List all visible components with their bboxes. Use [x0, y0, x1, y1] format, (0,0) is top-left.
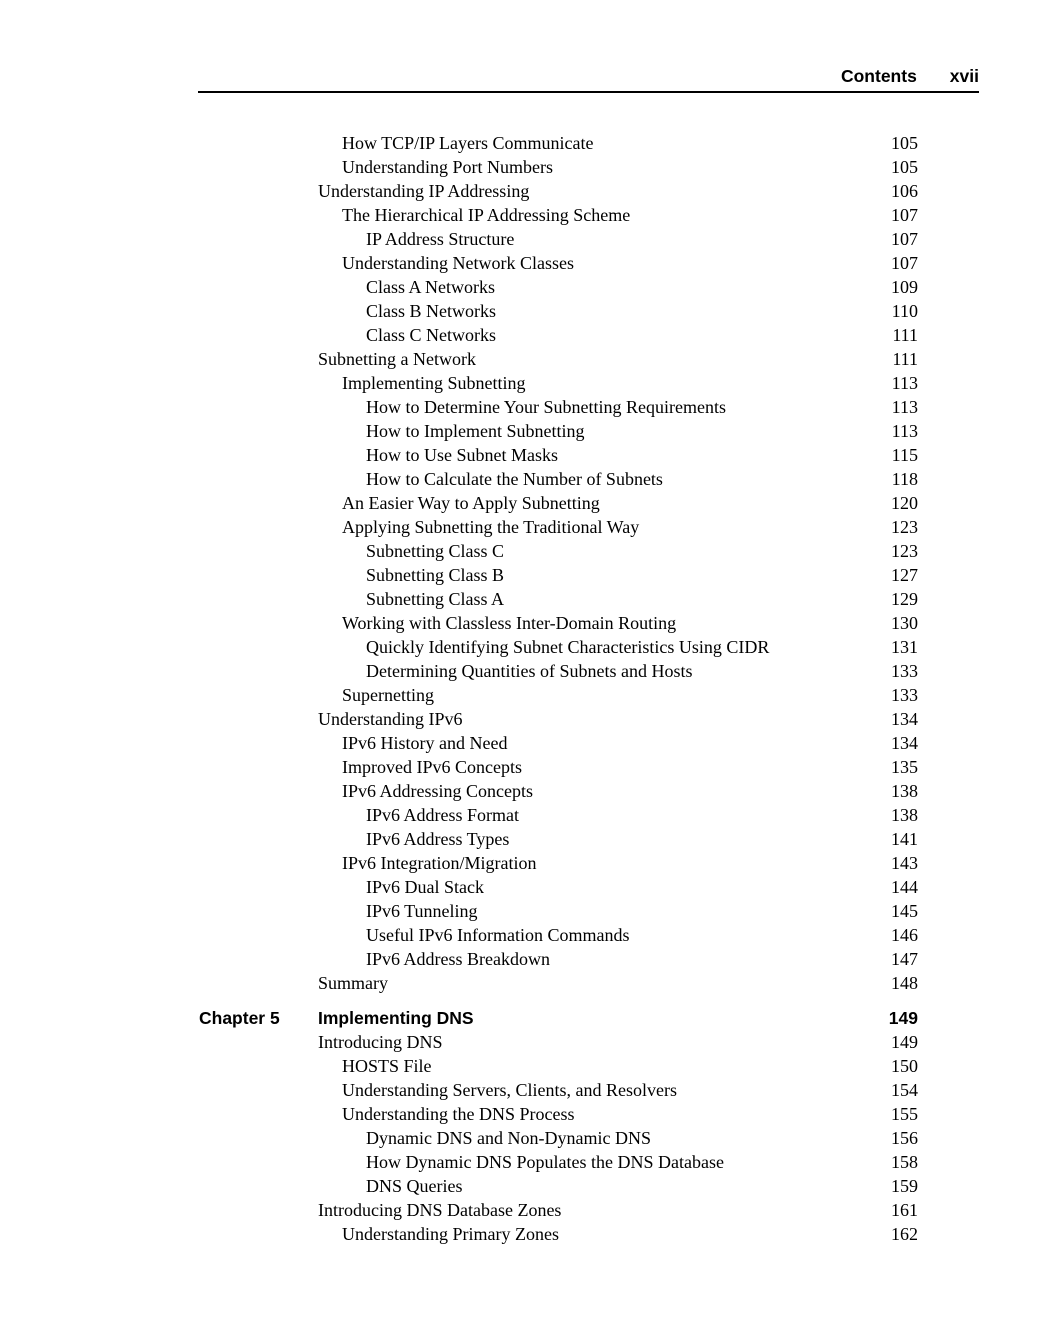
toc-entry-title: IPv6 Address Types — [366, 829, 510, 849]
toc-entry-page: 106 — [891, 181, 918, 201]
toc-entry-page: 133 — [891, 661, 918, 681]
toc-entries-before-chapter — [199, 131, 918, 995]
toc-row — [199, 587, 918, 611]
toc-row — [199, 155, 918, 179]
toc-row — [199, 1078, 918, 1102]
toc-entry-title: Supernetting — [342, 685, 434, 705]
toc-entry-title: IPv6 Integration/Migration — [342, 853, 537, 873]
toc-entry-page: 120 — [891, 493, 918, 513]
toc-row — [199, 971, 918, 995]
toc-entry-title: Implementing Subnetting — [342, 373, 526, 393]
toc-entry-title: Understanding Primary Zones — [342, 1224, 559, 1244]
toc-entry-page: 105 — [891, 133, 918, 153]
toc-entry-title: Class A Networks — [366, 277, 496, 297]
toc-row — [199, 707, 918, 731]
toc-entry-page: 150 — [891, 1056, 918, 1076]
toc-entry-title: Understanding IPv6 — [318, 709, 463, 729]
toc-row — [199, 419, 918, 443]
toc-entry-title: Working with Classless Inter-Domain Routing — [342, 613, 677, 633]
toc-entry-page: 115 — [891, 445, 918, 465]
page-folio: xvii — [949, 66, 979, 86]
toc-entry-title: DNS Queries — [366, 1176, 463, 1196]
toc-row — [199, 611, 918, 635]
toc-row — [199, 467, 918, 491]
toc-row — [199, 827, 918, 851]
chapter-title: Implementing DNS — [318, 1008, 474, 1028]
toc-body — [199, 131, 918, 1246]
toc-entry-page: 143 — [891, 853, 918, 873]
toc-row — [199, 1174, 918, 1198]
toc-entry-title: IP Address Structure — [366, 229, 515, 249]
toc-entry-title: Dynamic DNS and Non-Dynamic DNS — [366, 1128, 651, 1148]
toc-row — [199, 371, 918, 395]
toc-row — [199, 1126, 918, 1150]
toc-row — [199, 1150, 918, 1174]
toc-entry-title: Subnetting Class A — [366, 589, 505, 609]
toc-entry-title: An Easier Way to Apply Subnetting — [342, 493, 600, 513]
toc-entry-page: 110 — [891, 301, 918, 321]
toc-row — [199, 851, 918, 875]
toc-row — [199, 251, 918, 275]
toc-row — [199, 347, 918, 371]
toc-row — [199, 227, 918, 251]
toc-entry-page: 131 — [891, 637, 918, 657]
toc-row — [199, 1054, 918, 1078]
toc-row — [199, 875, 918, 899]
toc-entry-page: 113 — [891, 397, 918, 417]
toc-entry-page: 148 — [891, 973, 918, 993]
toc-entry-page: 147 — [891, 949, 918, 969]
toc-entry-title: Understanding the DNS Process — [342, 1104, 575, 1124]
toc-entry-page: 158 — [891, 1152, 918, 1172]
toc-entry-title: How to Use Subnet Masks — [366, 445, 558, 465]
toc-entry-page: 141 — [891, 829, 918, 849]
toc-row — [199, 443, 918, 467]
toc-entry-page: 159 — [891, 1176, 918, 1196]
toc-entry-title: Introducing DNS — [318, 1032, 443, 1052]
toc-entry-page: 144 — [891, 877, 918, 897]
toc-entry-title: Subnetting Class C — [366, 541, 505, 561]
toc-entries-after-chapter — [199, 1030, 918, 1246]
toc-row — [199, 1030, 918, 1054]
toc-entry-page: 109 — [891, 277, 918, 297]
chapter-label: Chapter 5 — [199, 1008, 280, 1028]
toc-entry-page: 134 — [891, 709, 918, 729]
toc-entry-page: 161 — [891, 1200, 918, 1220]
toc-entry-page: 135 — [891, 757, 918, 777]
toc-entry-page: 113 — [891, 373, 918, 393]
toc-entry-title: Class B Networks — [366, 301, 496, 321]
toc-row — [199, 323, 918, 347]
toc-entry-title: How to Calculate the Number of Subnets — [366, 469, 663, 489]
toc-row — [199, 563, 918, 587]
toc-entry-page: 130 — [891, 613, 918, 633]
toc-entry-title: Summary — [318, 973, 388, 993]
toc-row — [199, 803, 918, 827]
toc-entry-title: Understanding Network Classes — [342, 253, 574, 273]
toc-entry-page: 127 — [891, 565, 918, 585]
toc-entry-page: 138 — [891, 805, 918, 825]
toc-row — [199, 491, 918, 515]
toc-entry-title: IPv6 Dual Stack — [366, 877, 484, 897]
toc-row — [199, 299, 918, 323]
toc-row — [199, 755, 918, 779]
toc-row — [199, 1198, 918, 1222]
toc-entry-title: IPv6 Addressing Concepts — [342, 781, 533, 801]
toc-entry-title: Useful IPv6 Information Commands — [366, 925, 630, 945]
toc-row — [199, 635, 918, 659]
toc-entry-title: Determining Quantities of Subnets and Hosts — [366, 661, 693, 681]
toc-entry-title: IPv6 Tunneling — [366, 901, 478, 921]
running-head-title: Contents — [840, 66, 917, 86]
toc-entry-page: 154 — [891, 1080, 918, 1100]
toc-entry-page: 107 — [891, 205, 918, 225]
toc-entry-page: 133 — [891, 685, 918, 705]
toc-entry-page: 156 — [891, 1128, 918, 1148]
toc-entry-title: How TCP/IP Layers Communicate — [342, 133, 594, 153]
toc-entry-title: Subnetting a Network — [318, 349, 476, 369]
running-head — [198, 64, 979, 88]
toc-row — [199, 683, 918, 707]
toc-row — [199, 659, 918, 683]
toc-entry-page: 111 — [892, 349, 918, 369]
toc-entry-title: How to Determine Your Subnetting Requirements — [366, 397, 726, 417]
toc-entry-page: 146 — [891, 925, 918, 945]
toc-entry-page: 105 — [891, 157, 918, 177]
toc-entry-page: 123 — [891, 541, 918, 561]
toc-row — [199, 539, 918, 563]
toc-entry-title: Improved IPv6 Concepts — [342, 757, 522, 777]
toc-entry-page: 118 — [891, 469, 918, 489]
toc-row — [199, 731, 918, 755]
toc-entry-title: IPv6 History and Need — [342, 733, 508, 753]
toc-entry-page: 145 — [891, 901, 918, 921]
toc-entry-title: IPv6 Address Breakdown — [366, 949, 550, 969]
toc-entry-title: Understanding Servers, Clients, and Resolvers — [342, 1080, 677, 1100]
toc-row — [199, 1102, 918, 1126]
header-rule — [198, 91, 979, 93]
toc-row — [199, 203, 918, 227]
toc-entry-title: Understanding Port Numbers — [342, 157, 553, 177]
toc-entry-page: 107 — [891, 253, 918, 273]
toc-entry-page: 149 — [891, 1032, 918, 1052]
toc-entry-page: 123 — [891, 517, 918, 537]
toc-entry-title: Understanding IP Addressing — [318, 181, 530, 201]
toc-row — [199, 395, 918, 419]
toc-entry-title: The Hierarchical IP Addressing Scheme — [342, 205, 631, 225]
toc-entry-page: 113 — [891, 421, 918, 441]
toc-entry-page: 134 — [891, 733, 918, 753]
toc-entry-title: IPv6 Address Format — [366, 805, 519, 825]
toc-entry-page: 138 — [891, 781, 918, 801]
toc-row — [199, 899, 918, 923]
toc-entry-page: 129 — [891, 589, 918, 609]
toc-row — [199, 923, 918, 947]
toc-row — [199, 515, 918, 539]
toc-row — [199, 947, 918, 971]
toc-entry-title: Class C Networks — [366, 325, 496, 345]
toc-entry-page: 162 — [891, 1224, 918, 1244]
toc-entry-title: Subnetting Class B — [366, 565, 505, 585]
toc-row — [199, 275, 918, 299]
toc-entry-title: Introducing DNS Database Zones — [318, 1200, 562, 1220]
toc-row — [199, 779, 918, 803]
toc-row — [199, 179, 918, 203]
toc-entry-page: 155 — [891, 1104, 918, 1124]
toc-row — [199, 1222, 918, 1246]
toc-entry-title: HOSTS File — [342, 1056, 432, 1076]
toc-entry-title: Applying Subnetting the Traditional Way — [342, 517, 640, 537]
toc-row — [199, 131, 918, 155]
toc-entry-title: How to Implement Subnetting — [366, 421, 585, 441]
toc-entry-title: Quickly Identifying Subnet Characteristics Using CIDR — [366, 637, 770, 657]
chapter-page-number: 149 — [888, 1008, 918, 1028]
chapter-heading-row — [199, 1006, 918, 1030]
toc-entry-page: 107 — [891, 229, 918, 249]
toc-entry-title: How Dynamic DNS Populates the DNS Database — [366, 1152, 724, 1172]
toc-entry-page: 111 — [892, 325, 918, 345]
